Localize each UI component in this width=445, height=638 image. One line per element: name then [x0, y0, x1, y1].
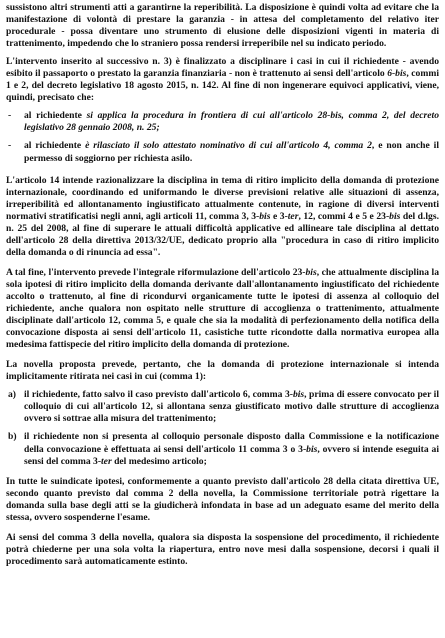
paragraph-7: [6, 532, 439, 568]
list-marker-b: b): [8, 431, 17, 443]
paragraph-3: [6, 175, 439, 259]
paragraph-3-text-e: e 3-: [270, 210, 288, 222]
paragraph-1: [6, 2, 439, 50]
list-item-b-text-d: ter: [101, 455, 112, 467]
paragraph-3-text-a: L': [6, 174, 16, 186]
paragraph-3-text-c: intende razionalizzare la disciplina in tema di ritiro implicito della domanda di protezione internazionale, coordinando ed uniformando le diverse previsioni relative alle situazioni di assenza, irreperibilità ed allontanamento ingiustificato attualmente contenute, in ragione di diversi interventi normativi stratificatisi negli anni, agli articoli 11, comma 3, 3-: [6, 174, 439, 222]
list-item-b-text-e: del medesimo articolo;: [111, 455, 207, 467]
list-marker-a: a): [8, 389, 16, 401]
paragraph-4: [6, 267, 439, 351]
dash-item-1: [6, 110, 439, 134]
paragraph-6: [6, 476, 439, 524]
paragraph-3-text-h: bis: [389, 210, 401, 222]
paragraph-3-text-g: , 12, commi 4 e 5 e 23-: [298, 210, 390, 222]
paragraph-5-text: La novella proposta prevede, pertanto, che la domanda di protezione internazionale si intenda implicitamente ritirata nei casi in cui (comma 1):: [6, 359, 439, 383]
paragraph-3-text-i: del d.lgs. n. 25 del 2008, al fine di superare le attuali difficoltà applicative ed allineare tale disciplina al dettato dell'articolo 28 della direttiva 2013/32/UE, dedicato proprio alla "procedura in caso di ritiro implicito della domanda o di rinuncia ad essa".: [6, 210, 439, 258]
paragraph-5: [6, 359, 439, 383]
dash-item-1-text-b: si applica la procedura in frontiera di cui all'articolo 28-bis, comma 2, del decreto legislativo 28 gennaio 2008, n. 25;: [24, 110, 439, 134]
list-item-b-text-a: il richiedente non si presenta al colloquio personale disposto dalla Commissione e la notificazione della convocazione è effettuata ai sensi dell'articolo 11 comma 3 o 3-: [24, 431, 439, 455]
list-item-b-text-c: , ovvero si intende eseguita ai sensi del comma 3-: [24, 443, 439, 467]
dash-item-2: [6, 140, 439, 164]
dash-item-2-text-c: , e non anche il permesso di soggiorno per richiesta asilo.: [24, 140, 439, 164]
paragraph-6-text: In tutte le suindicate ipotesi, conformemente a quanto previsto dall'articolo 28 della citata direttiva UE, secondo quanto previsto dal comma 2 della novella, la Commissione territoriale potrà rigettare la domanda sulla base degli atti se la giudicherà infondata in base ad un adeguato esame del merito della stessa, ovvero sospenderne l'esame.: [6, 475, 439, 523]
dash-marker: -: [8, 140, 12, 152]
dash-marker: -: [8, 110, 12, 122]
paragraph-4-text-a: A tal fine, l'intervento prevede l'integrale riformulazione dell'articolo 23-: [6, 266, 306, 278]
dash-item-2-text-b: è rilasciato il solo attestato nominativo di cui all'articolo 4, comma 2: [85, 140, 372, 152]
article-reference: articolo 14: [15, 174, 60, 186]
paragraph-2-text-a: L'intervento inserito al successivo n. 3) è finalizzato a disciplinare i casi in cui il richiedente - avendo esibito il passaporto o prestato la garanzia finanziaria - non è trattenuto ai sensi dell'articolo: [6, 56, 439, 80]
list-item-a-text-c: , prima di essere convocato per il colloquio di cui all'articolo 12, si allontana senza giustificato motivo dalle strutture di accoglienza ovvero si sottrae alla misura del trattenimento;: [24, 389, 439, 425]
list-item-b: [6, 431, 439, 467]
paragraph-3-text-f: ter: [287, 210, 299, 222]
list-item-a: [6, 389, 439, 425]
paragraph-3-text-d: bis: [259, 210, 271, 222]
dash-item-1-text-a: al richiedente: [24, 110, 87, 122]
paragraph-7-text: Ai sensi del comma 3 della novella, qualora sia disposta la sospensione del procedimento, il richiedente potrà chiederne per una sola volta la riapertura, entro nove mesi dalla sospensione, decorsi i quali il procedimento sarà automaticamente estinto.: [6, 531, 439, 567]
list-item-b-text-b: bis: [306, 443, 318, 455]
paragraph-1-text: sussistono altri strumenti atti a garantirne la reperibilità. La disposizione è quindi volta ad evitare che la manifestazione di volontà di prestare la garanzia - in attesa del completamento del relativo iter procedurale - possa diventare uno strumento di elusione delle disposizioni vigenti in materia di trattenimento, impedendo che lo straniero possa rendersi irreperibile nel su indicato periodo.: [6, 2, 439, 50]
paragraph-2-text-b: , commi 1 e 2, del decreto legislativo 18 agosto 2015, n. 142. Al fine di non ingenerare equivoci applicativi, viene, quindi, precisato che:: [6, 68, 439, 104]
paragraph-2-text-italic: 6-bis: [387, 68, 407, 80]
paragraph-4-text-c: , che attualmente disciplina la sola ipotesi di ritiro implicito della domanda derivante dall'allontanamento ingiustificato del richiedente accolto o trattenuto, al fine di ricondurvi organicamente tutte le ipotesi di assenza al colloquio del richiedente, anche qualora non ospitato nelle strutture di accoglienza o trattenimento, attualmente disciplinate dall'articolo 12, comma 5, e quale che sia la modalità di perfezionamento della notifica della convocazione disposta ai sensi dell'articolo 11, casistiche tutte ricondotte dalla normativa europea alla medesima fattispecie del ritiro implicito della domanda di protezione.: [6, 266, 439, 351]
list-item-a-text-b: bis: [292, 389, 305, 401]
paragraph-2: [6, 56, 439, 104]
dash-item-2-text-a: al richiedente: [24, 140, 86, 152]
list-item-a-text-a: il richiedente, fatto salvo il caso previsto dall'articolo 6, comma 3-: [24, 389, 293, 401]
paragraph-4-text-b: bis: [305, 266, 317, 278]
